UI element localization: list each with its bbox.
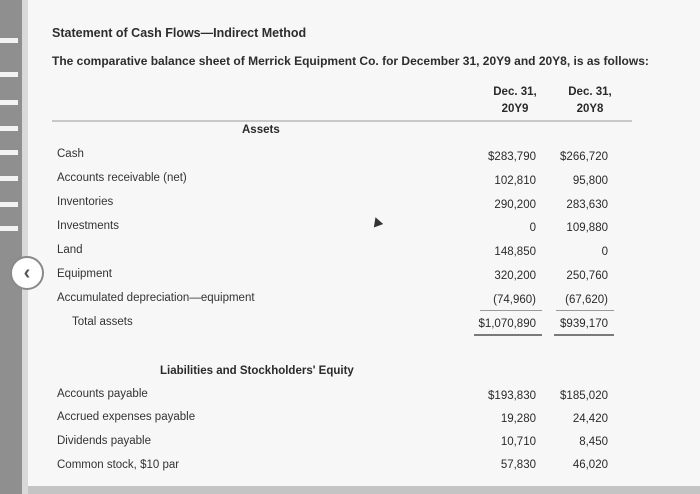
strip-marker xyxy=(0,38,18,43)
column-header-20y8 xyxy=(545,84,635,118)
value-equipment-20y8: 250,760 xyxy=(566,270,608,282)
value-common-stock-20y9: 57,830 xyxy=(500,459,536,471)
row-label-common-stock: Common stock, $10 par xyxy=(57,459,180,471)
column-header-line: 20Y9 xyxy=(501,103,529,115)
row-label-equipment: Equipment xyxy=(57,268,112,280)
value-investments-20y8: 109,880 xyxy=(566,222,608,234)
value-dividends-payable-20y8: 8,450 xyxy=(579,436,608,448)
value-total-assets-20y9: $1,070,890 xyxy=(478,318,536,330)
row-label-cash: Cash xyxy=(57,148,84,160)
subtotal-underline xyxy=(556,310,614,311)
value-dividends-payable-20y9: 10,710 xyxy=(500,436,536,448)
column-header-line: 20Y8 xyxy=(576,103,604,115)
strip-marker xyxy=(0,150,18,155)
row-label-accounts-payable: Accounts payable xyxy=(57,388,148,400)
value-accounts-receivable-20y9: 102,810 xyxy=(494,175,536,187)
strip-marker xyxy=(0,202,18,207)
chevron-left-icon: ‹ xyxy=(23,261,31,284)
value-inventories-20y8: 283,630 xyxy=(566,199,608,211)
page-title: Statement of Cash Flows—Indirect Method xyxy=(52,26,307,40)
strip-marker xyxy=(0,176,18,181)
strip-marker xyxy=(0,126,18,131)
value-cash-20y8: $266,720 xyxy=(560,151,608,163)
value-cash-20y9: $283,790 xyxy=(488,151,536,163)
subtotal-underline xyxy=(480,310,542,311)
value-common-stock-20y8: 46,020 xyxy=(572,459,608,471)
value-accounts-payable-20y9: $193,830 xyxy=(488,390,536,402)
value-equipment-20y9: 320,200 xyxy=(494,270,536,282)
row-label-accounts-receivable: Accounts receivable (net) xyxy=(57,172,187,184)
value-investments-20y9: 0 xyxy=(529,222,536,234)
value-accounts-receivable-20y8: 95,800 xyxy=(572,175,608,187)
row-label-inventories: Inventories xyxy=(57,196,114,208)
row-label-accumulated-depreciation: Accumulated depreciation—equipment xyxy=(57,292,255,304)
strip-marker xyxy=(0,72,18,77)
value-accrued-expenses-20y9: 19,280 xyxy=(500,413,536,425)
problem-intro: The comparative balance sheet of Merrick Equipment Co. for December 31, 20Y9 and 20Y8, is as follows: xyxy=(52,54,649,68)
value-accumulated-depreciation-20y8: (67,620) xyxy=(565,294,608,306)
value-inventories-20y9: 290,200 xyxy=(494,199,536,211)
value-accrued-expenses-20y8: 24,420 xyxy=(572,413,608,425)
column-header-line: Dec. 31, xyxy=(493,86,537,98)
row-label-investments: Investments xyxy=(57,220,119,232)
liabilities-section-title: Liabilities and Stockholders' Equity xyxy=(160,365,354,377)
row-label-accrued-expenses: Accrued expenses payable xyxy=(57,411,196,423)
row-label-dividends-payable: Dividends payable xyxy=(57,435,151,447)
strip-marker xyxy=(0,100,18,105)
strip-marker xyxy=(0,226,18,231)
value-accounts-payable-20y8: $185,020 xyxy=(560,390,608,402)
total-double-underline xyxy=(474,334,542,336)
value-land-20y9: 148,850 xyxy=(494,246,536,258)
row-label-total-assets: Total assets xyxy=(72,316,133,328)
column-header-line: Dec. 31, xyxy=(568,86,612,98)
bottom-edge xyxy=(28,486,700,494)
value-land-20y8: 0 xyxy=(601,246,608,258)
total-double-underline xyxy=(554,334,614,336)
header-divider xyxy=(52,120,632,122)
value-total-assets-20y8: $939,170 xyxy=(560,318,608,330)
left-sidebar-strip xyxy=(0,0,22,494)
assets-section-title: Assets xyxy=(242,124,280,136)
value-accumulated-depreciation-20y9: (74,960) xyxy=(493,294,536,306)
row-label-land: Land xyxy=(57,244,83,256)
back-chevron-button[interactable] xyxy=(10,256,44,290)
